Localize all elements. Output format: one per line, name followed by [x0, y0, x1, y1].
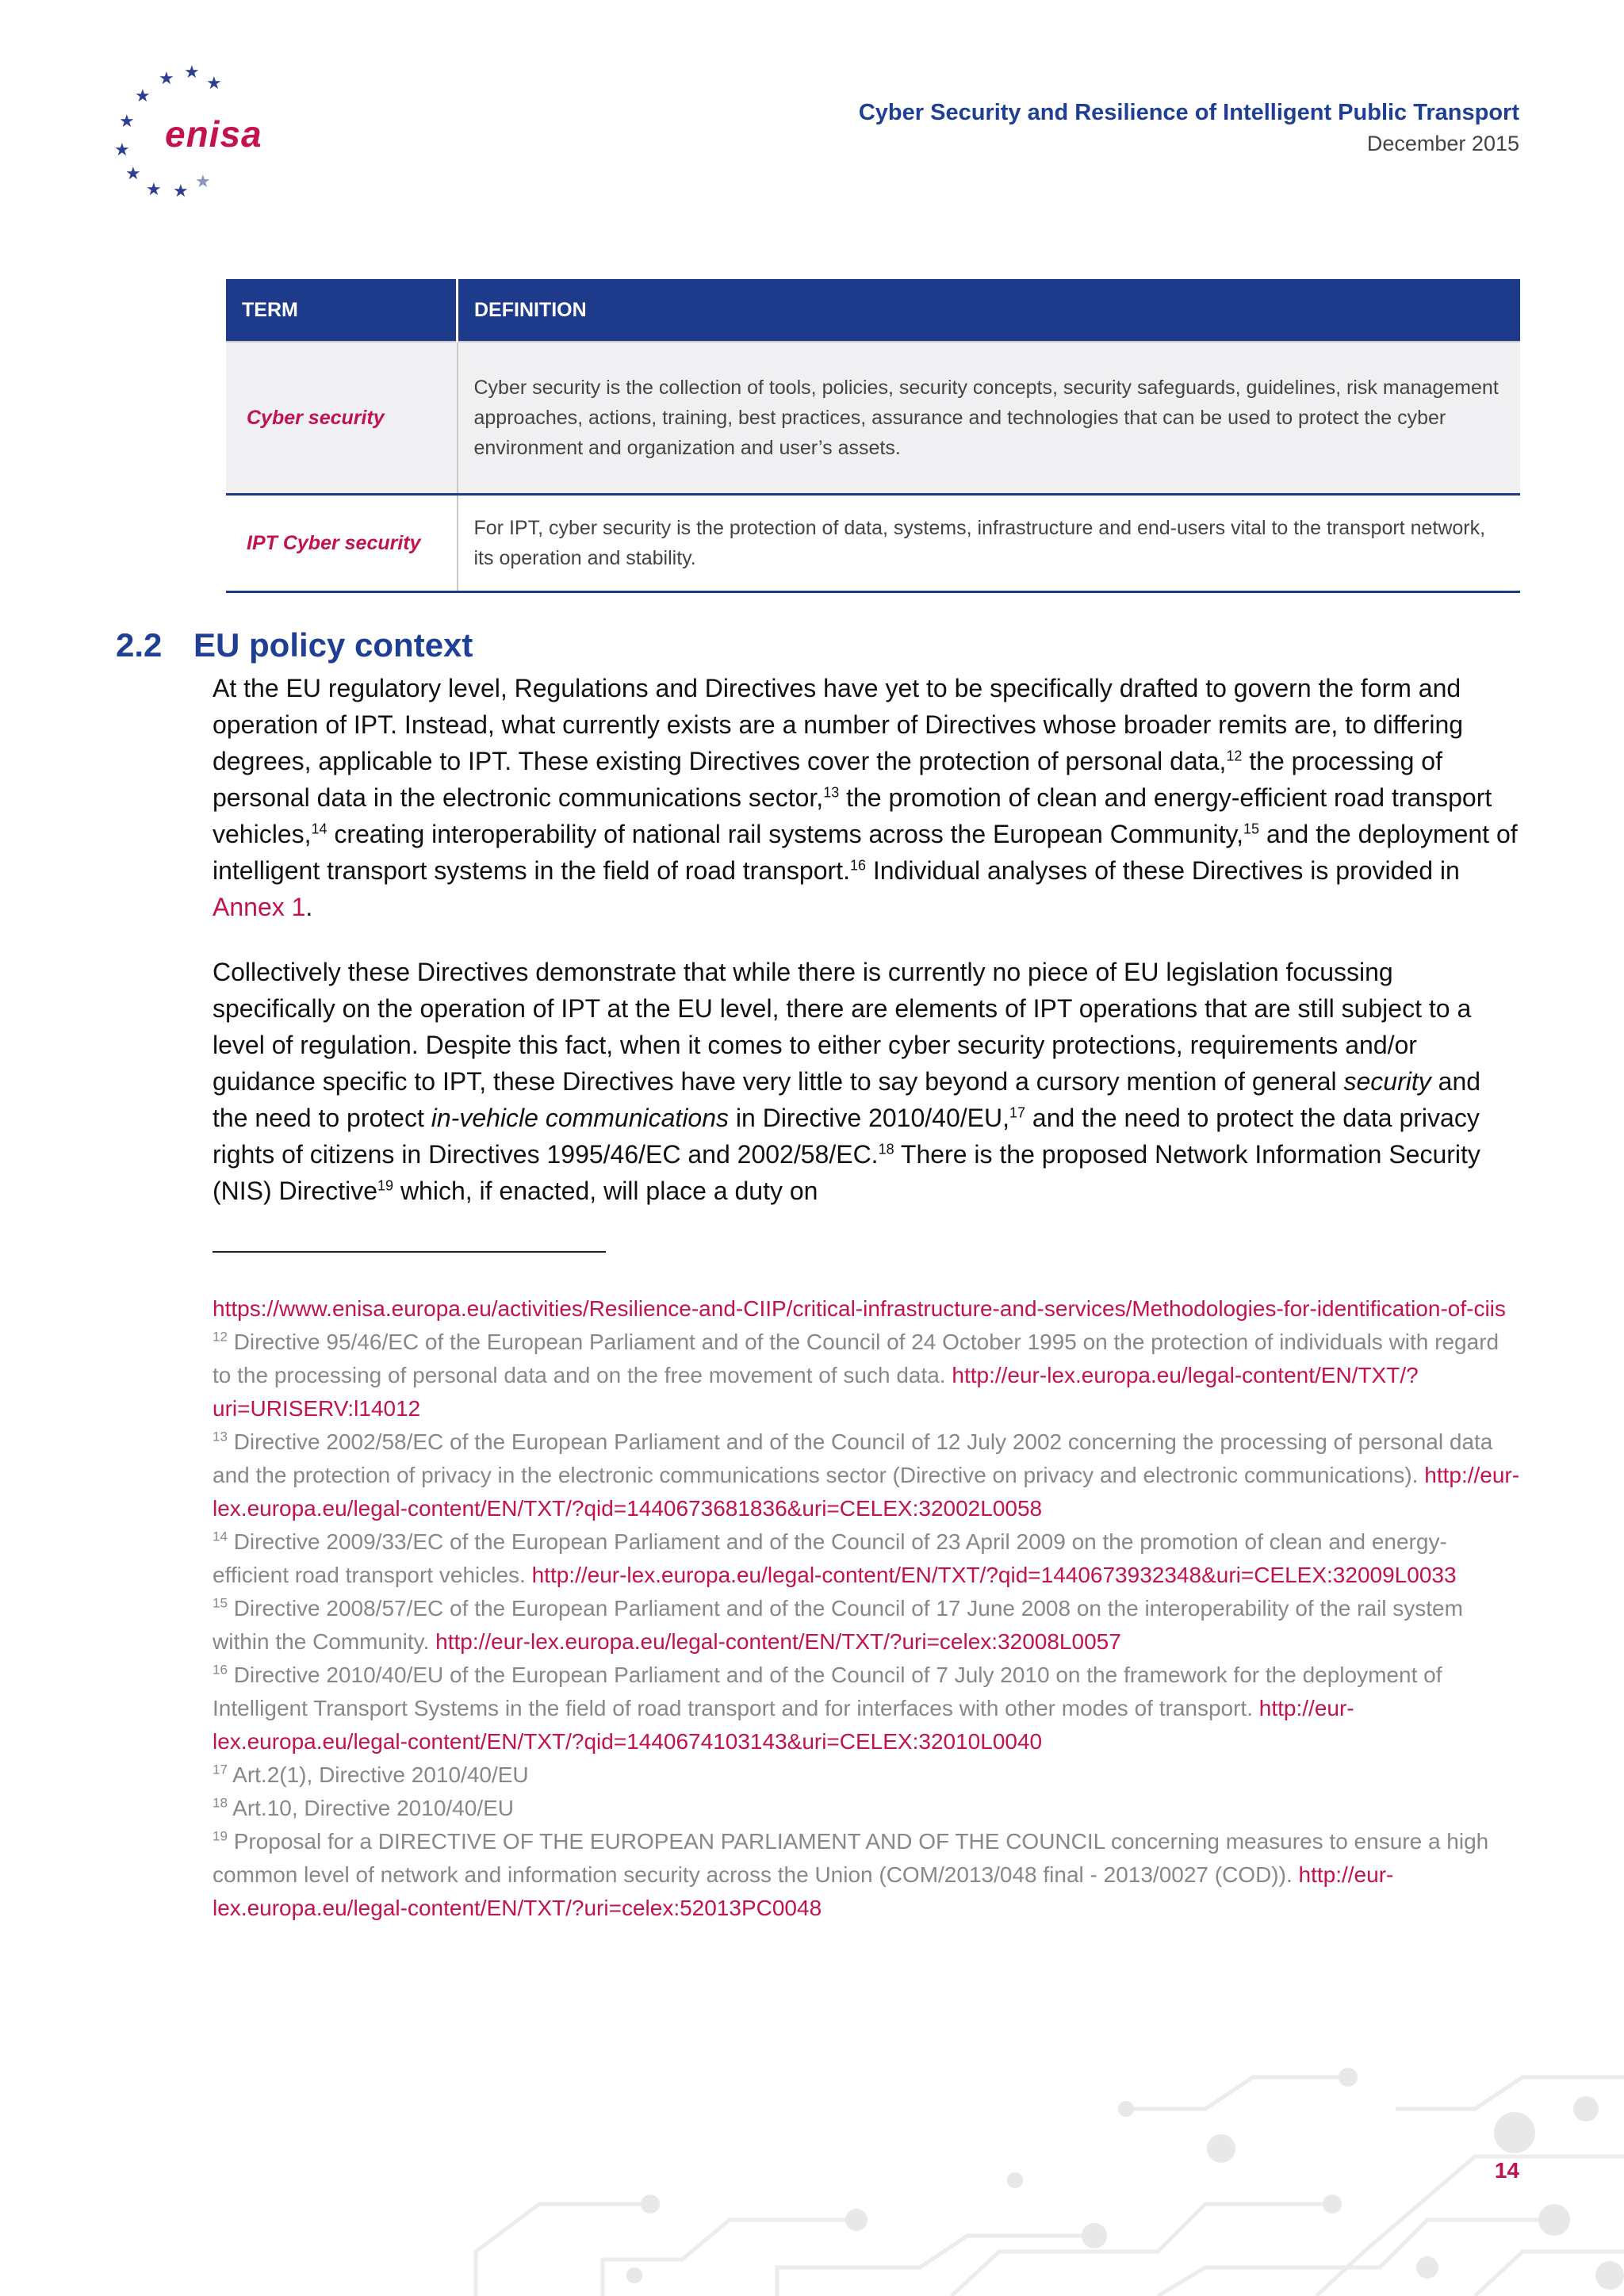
footnote-ref[interactable]: 17	[1009, 1104, 1025, 1121]
footnote-number: 19	[213, 1828, 228, 1844]
emphasis: in-vehicle communications	[431, 1104, 730, 1132]
text: in Directive 2010/40/EU,	[729, 1104, 1009, 1132]
footnote-separator	[213, 1251, 606, 1253]
footnote-ref[interactable]: 13	[823, 784, 840, 801]
footnote-ref[interactable]: 18	[878, 1141, 894, 1158]
footnote-link[interactable]: http://eur-lex.europa.eu/legal-content/EN/TXT/?qid=1440673932348&uri=CELEX:32009L0033	[531, 1563, 1457, 1587]
footnote-ref[interactable]: 14	[311, 821, 327, 837]
star-icon: ★	[119, 111, 135, 131]
logo-wordmark: enisa	[165, 113, 262, 155]
footnote-link[interactable]: http://eur-lex.europa.eu/legal-content/EN/TXT/?qid=1440674103143&uri=CELEX:32010L0040	[213, 1696, 1354, 1754]
text: the processing of personal data in the electronic communications sector,	[213, 747, 1442, 812]
definition-cell: Cyber security is the collection of tools, policies, security concepts, security safeguards, guidelines, risk management approaches, actions, training, best practices, assurance and technologies that can be used to protect the cyber environment and organization and user’s assets.	[458, 342, 1521, 495]
star-icon: ★	[184, 62, 200, 82]
document-date: December 2015	[1366, 132, 1519, 155]
enisa-logo	[111, 63, 270, 206]
star-icon: ★	[159, 68, 174, 88]
text: creating interoperability of national rail systems across the European Community,	[327, 820, 1244, 848]
emphasis: security	[1343, 1067, 1431, 1096]
footnote-15	[213, 1592, 1521, 1659]
section-number: 2.2	[116, 626, 163, 664]
footnote-number: 18	[213, 1795, 228, 1811]
text: and the need to protect the data privacy rights of citizens in Directives 1995/46/EC and 2002/58/EC.	[213, 1104, 1480, 1169]
footnote-text: Directive 2008/57/EC of the European Parliament and of the Council of 17 June 2008 on the interoperability of the rail system within the Community.	[213, 1596, 1463, 1654]
footnote-ref[interactable]: 12	[1226, 748, 1243, 764]
column-header-definition: DEFINITION	[458, 279, 1521, 342]
star-icon: ★	[195, 171, 211, 191]
footnote-14	[213, 1525, 1521, 1592]
footnotes	[213, 1292, 1521, 1925]
footnote-number: 13	[213, 1429, 228, 1445]
text: There is the proposed Network Information Security (NIS) Directive	[213, 1140, 1480, 1205]
footnote-text: Directive 2010/40/EU of the European Parliament and of the Council of 7 July 2010 on the framework for the deployment of Intelligent Transport Systems in the field of road transport and for interfaces with other modes of transport.	[213, 1663, 1442, 1720]
table-header-row	[226, 279, 1520, 342]
footnote-ref[interactable]: 15	[1243, 821, 1260, 837]
page-number: 14	[1494, 2158, 1519, 2183]
text: which, if enacted, will place a duty on	[393, 1177, 818, 1205]
section-title: EU policy context	[193, 626, 473, 664]
term-cell: IPT Cyber security	[226, 495, 458, 592]
text: At the EU regulatory level, Regulations and Directives have yet to be specifically drafted to govern the form and operation of IPT. Instead, what currently exists are a number of Directives whose broader remits are, to differing degrees, applicable to IPT. These existing Directives cover the protection of personal data,	[213, 674, 1464, 775]
term-cell: Cyber security	[226, 342, 458, 495]
footnote-number: 12	[213, 1329, 228, 1345]
footnote-link[interactable]: http://eur-lex.europa.eu/legal-content/EN/TXT/?uri=URISERV:l14012	[213, 1363, 1419, 1421]
star-icon: ★	[125, 163, 141, 183]
footnote-text: Directive 2009/33/EC of the European Parliament and of the Council of 23 April 2009 on the promotion of clean and energy-efficient road transport vehicles.	[213, 1529, 1447, 1587]
text: and the need to protect	[213, 1067, 1481, 1132]
star-icon: ★	[135, 86, 151, 105]
document-title: Cyber Security and Resilience of Intelligent Public Transport	[858, 100, 1519, 125]
footnote-number: 17	[213, 1762, 228, 1777]
footnote-text: Directive 95/46/EC of the European Parliament and of the Council of 24 October 1995 on the protection of individuals with regard to the processing of personal data and on the free movement of such data.	[213, 1330, 1500, 1387]
text: .	[305, 893, 313, 921]
footnote-link[interactable]: http://eur-lex.europa.eu/legal-content/EN/TXT/?qid=1440673681836&uri=CELEX:32002L0058	[213, 1463, 1520, 1521]
paragraph-2	[213, 954, 1521, 1209]
footnote-number: 15	[213, 1595, 228, 1611]
section-heading	[116, 626, 473, 664]
star-icon: ★	[114, 140, 130, 159]
star-icon: ★	[173, 181, 189, 201]
footnote-17	[213, 1758, 1521, 1792]
star-icon: ★	[146, 179, 162, 199]
table-row	[226, 342, 1520, 495]
definition-cell: For IPT, cyber security is the protection of data, systems, infrastructure and end-users vital to the transport network, its operation and stability.	[458, 495, 1521, 592]
footnote-number: 16	[213, 1662, 228, 1678]
star-icon: ★	[206, 73, 222, 93]
footnote-19	[213, 1825, 1521, 1925]
footnote-text: Proposal for a DIRECTIVE OF THE EUROPEAN PARLIAMENT AND OF THE COUNCIL concerning measures to ensure a high common level of network and information security across the Union (COM/2013/048 final - 2013/0027 (COD)).	[213, 1829, 1489, 1887]
terms-table	[226, 279, 1520, 593]
text: and the deployment of intelligent transport systems in the field of road transport.	[213, 820, 1518, 885]
annex-1-link[interactable]: Annex 1	[213, 893, 306, 921]
footnote-13	[213, 1425, 1521, 1525]
circuit-decoration	[444, 2061, 1624, 2296]
footnote-link[interactable]: http://eur-lex.europa.eu/legal-content/EN/TXT/?uri=celex:52013PC0048	[213, 1862, 1394, 1920]
footnote-number: 14	[213, 1529, 228, 1544]
paragraph-1	[213, 670, 1521, 925]
text: Collectively these Directives demonstrate that while there is currently no piece of EU legislation focussing specifically on the operation of IPT at the EU level, there are elements of IPT operations that are still subject to a level of regulation. Despite this fact, when it comes to either cyber security protections, requirements and/or guidance specific to IPT, these Directives have very little to say beyond a cursory mention of general	[213, 958, 1472, 1096]
footnote-link[interactable]: https://www.enisa.europa.eu/activities/Resilience-and-CIIP/critical-infrastructure-and-services/Methodologies-for-identification-of-ciis	[213, 1296, 1506, 1321]
text: Individual analyses of these Directives is provided in	[865, 856, 1460, 885]
footnote-link[interactable]: http://eur-lex.europa.eu/legal-content/EN/TXT/?uri=celex:32008L0057	[435, 1629, 1121, 1654]
footnote-16	[213, 1659, 1521, 1758]
column-header-term: TERM	[226, 279, 458, 342]
table-row	[226, 495, 1520, 592]
footnote-continued	[213, 1292, 1521, 1326]
footnote-text: Art.10, Directive 2010/40/EU	[227, 1796, 514, 1820]
footnote-ref[interactable]: 16	[849, 857, 866, 874]
footnote-text: Directive 2002/58/EC of the European Parliament and of the Council of 12 July 2002 concerning the processing of personal data and the protection of privacy in the electronic communications sector (Directive on privacy and electronic communications).	[213, 1429, 1493, 1487]
footnote-12	[213, 1326, 1521, 1425]
text: the promotion of clean and energy-efficient road transport vehicles,	[213, 783, 1492, 848]
footnote-text: Art.2(1), Directive 2010/40/EU	[227, 1762, 529, 1787]
footnote-ref[interactable]: 19	[377, 1177, 394, 1194]
footnote-18	[213, 1792, 1521, 1825]
